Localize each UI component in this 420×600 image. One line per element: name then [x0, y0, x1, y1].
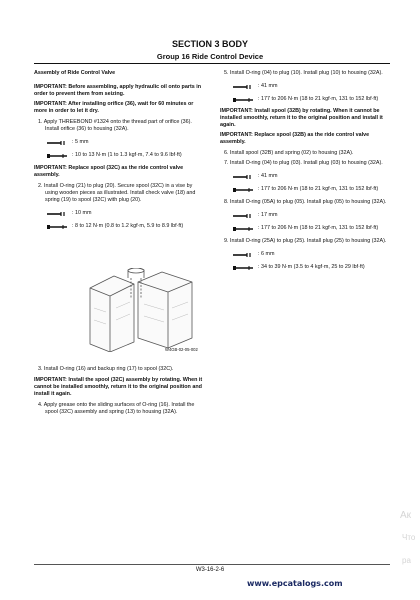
- tool-spec: [220, 173, 392, 180]
- torque-wrench-icon: [46, 224, 68, 230]
- step-7: 7. Install O-ring (04) to plug (03). Install plug (03) to housing (32A).: [224, 160, 383, 166]
- torque-spec: [34, 152, 206, 159]
- tool-spec: [220, 83, 392, 90]
- torque-value: : 8 to 12 N·m (0.8 to 1.2 kgf·m, 5.9 to 8.9 lbf·ft): [72, 223, 184, 229]
- wrench-icon: [232, 174, 254, 180]
- watermark-line: ра: [402, 556, 411, 565]
- hex-wrench-icon: [46, 140, 68, 146]
- site-link[interactable]: www.epcatalogs.com: [247, 579, 343, 588]
- tool-spec: [220, 251, 392, 258]
- important-note: IMPORTANT: Replace spool (32B) as the ride control valve assembly.: [220, 132, 370, 145]
- section-heading: Assembly of Ride Control Valve: [34, 70, 116, 76]
- torque-wrench-icon: [232, 97, 254, 103]
- torque-wrench-icon: [232, 226, 254, 232]
- torque-wrench-icon: [232, 187, 254, 193]
- hex-wrench-icon: [232, 252, 254, 258]
- watermark-line: Ак: [400, 510, 412, 521]
- figure-label: W4GB-02-05-002: [165, 347, 198, 352]
- step-2: 2. Install O-ring (21) to plug (20). Secure spool (32C) in a vise by using wooden pieces as illustrated. Install check valve (18) and spring (19) to spool (32C) with plug (20).: [38, 183, 196, 203]
- wrench-size: : 6 mm: [258, 251, 275, 257]
- section-title: SECTION 3 BODY: [171, 39, 248, 49]
- hex-wrench-icon: [232, 213, 254, 219]
- torque-spec: [220, 96, 392, 103]
- step-8: 8. Install O-ring (05A) to plug (05). Install plug (05) to housing (32A).: [224, 199, 387, 205]
- hex-wrench-icon: [46, 211, 68, 217]
- step-4: 4. Apply grease onto the sliding surfaces of O-ring (16). Install the spool (32C) assembly and spring (13) to housing (32A).: [38, 402, 195, 415]
- torque-value: : 177 to 206 N·m (18 to 21 kgf·m, 131 to 152 lbf·ft): [258, 96, 379, 102]
- torque-value: : 10 to 13 N·m (1 to 1.3 kgf·m, 7.4 to 9.6 lbf·ft): [72, 152, 182, 158]
- left-column-lower: [34, 366, 206, 416]
- watermark-line: Что: [402, 533, 416, 542]
- torque-wrench-icon: [232, 265, 254, 271]
- torque-wrench-icon: [46, 153, 68, 159]
- important-note: IMPORTANT: After installing orifice (36), wait for 60 minutes or more in order to let it dry.: [34, 101, 194, 114]
- right-column: [220, 70, 392, 271]
- wrench-size: : 5 mm: [72, 139, 89, 145]
- group-title: Group 16 Ride Control Device: [156, 52, 264, 61]
- important-note: IMPORTANT: Install the spool (32C) assembly by rotating. When it cannot be installed smoothly, return it to the original position and install it again.: [34, 377, 203, 397]
- important-note: IMPORTANT: Replace spool (32C) as the ride control valve assembly.: [34, 165, 184, 178]
- torque-value: : 34 to 39 N·m (3.5 to 4 kgf·m, 25 to 29 lbf·ft): [258, 264, 365, 270]
- tool-spec: [34, 139, 206, 146]
- step-1: 1. Apply THREEBOND #1324 onto the thread part of orifice (36). Install orifice (36) to housing (32A).: [38, 119, 192, 132]
- torque-spec: [220, 186, 392, 193]
- torque-spec: [220, 225, 392, 232]
- torque-spec: [220, 264, 392, 271]
- vise-illustration: [84, 268, 204, 352]
- step-5: 5. Install O-ring (04) to plug (10). Install plug (10) to housing (32A).: [224, 70, 383, 76]
- torque-spec: [34, 223, 206, 230]
- step-9: 9. Install O-ring (25A) to plug (25). Install plug (25) to housing (32A).: [224, 238, 387, 244]
- wrench-size: : 10 mm: [72, 210, 92, 216]
- wrench-size: : 41 mm: [258, 83, 278, 89]
- header-rule: [34, 63, 390, 64]
- wrench-size: : 41 mm: [258, 173, 278, 179]
- tool-spec: [220, 212, 392, 219]
- important-note: IMPORTANT: Install spool (32B) by rotating. When it cannot be installed smoothly, return it to the original position and install it again.: [220, 108, 383, 128]
- important-note: IMPORTANT: Before assembling, apply hydraulic oil onto parts in order to prevent them from seizing.: [34, 84, 202, 97]
- step-3: 3. Install O-ring (16) and backup ring (17) to spool (32C).: [38, 366, 174, 372]
- wrench-icon: [232, 84, 254, 90]
- wrench-size: : 17 mm: [258, 212, 278, 218]
- tool-spec: [34, 210, 206, 217]
- page-number: W3-16-2-6: [195, 567, 225, 573]
- torque-value: : 177 to 206 N·m (18 to 21 kgf·m, 131 to 152 lbf·ft): [258, 186, 379, 192]
- torque-value: : 177 to 206 N·m (18 to 21 kgf·m, 131 to 152 lbf·ft): [258, 225, 379, 231]
- footer-rule: [34, 564, 390, 565]
- left-column: [34, 70, 206, 230]
- step-6: 6. Install spool (32B) and spring (02) to housing (32A).: [224, 150, 354, 156]
